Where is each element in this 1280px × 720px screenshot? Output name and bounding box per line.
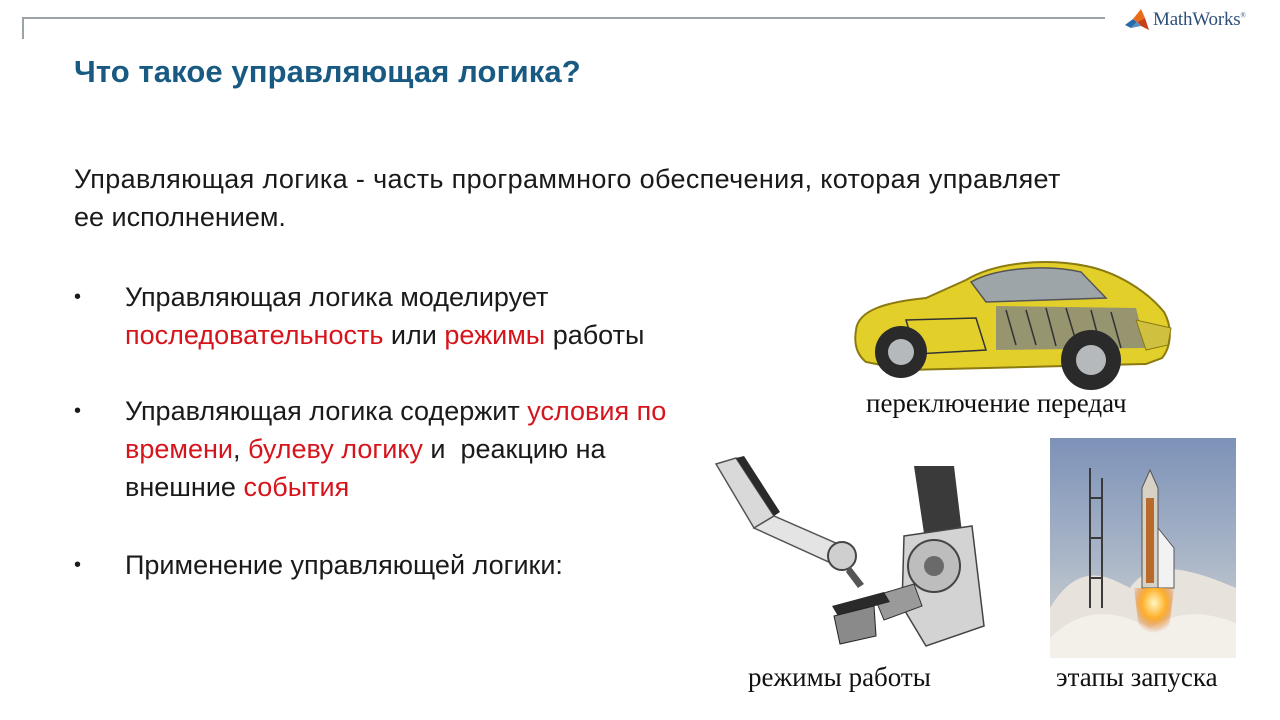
robot-arm-image — [714, 456, 994, 666]
intro-line-1: Управляющая логика - часть программного обеспечения, которая управляет — [74, 164, 1061, 194]
intro-line-2: ее исполнением. — [74, 202, 286, 232]
bullet-marker: • — [74, 400, 82, 422]
logo-wordmark: MathWorks® — [1153, 9, 1246, 30]
header-rule — [22, 17, 1105, 19]
bullet-1-line-2: последовательность или режимы работы — [125, 320, 645, 350]
bullet-marker: • — [74, 554, 82, 576]
bullet-2-line-1: Управляющая логика содержит условия по — [125, 396, 667, 426]
robot-caption: режимы работы — [748, 662, 931, 692]
membrane-logo-icon — [1124, 8, 1150, 32]
car-caption: переключение передач — [866, 388, 1127, 418]
bullet-2-line-3: внешние события — [125, 472, 350, 502]
shuttle-launch-image — [1050, 438, 1236, 658]
car-cutaway-image — [846, 250, 1176, 400]
slide-title: Что такое управляющая логика? — [74, 54, 581, 89]
bullet-3-line-1: Применение управляющей логики: — [125, 550, 563, 580]
bullet-marker: • — [74, 286, 82, 308]
intro-paragraph — [74, 160, 1214, 236]
bullet-1-line-1: Управляющая логика моделирует — [125, 282, 549, 312]
rocket-caption: этапы запуска — [1056, 662, 1218, 692]
bullet-2-line-2: времени, булеву логику и реакцию на — [125, 434, 606, 464]
header-rule-tick — [22, 17, 24, 39]
mathworks-logo — [1124, 6, 1246, 34]
